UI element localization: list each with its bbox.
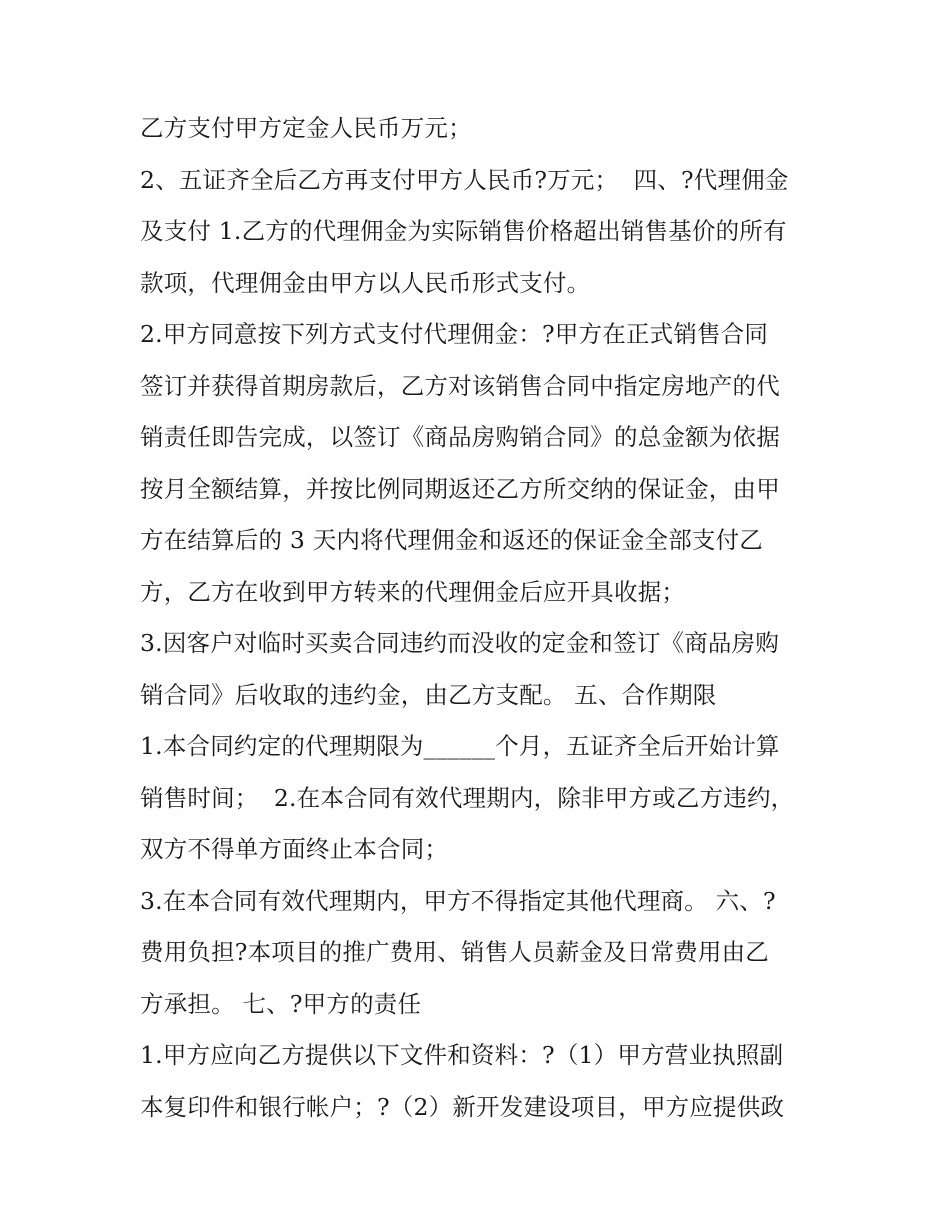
text-line: 方承担。 七、?甲方的责任	[140, 989, 422, 1018]
text-line: 方在结算后的 3 天内将代理佣金和返还的保证金全部支付乙	[140, 526, 763, 554]
text-line: 销售时间； 2.在本合同有效代理期内，除非甲方或乙方违约，	[140, 783, 795, 812]
text-line: 乙方支付甲方定金人民币万元；	[140, 114, 472, 142]
text-line: 销合同》后收取的违约金，由乙方支配。 五、合作期限	[140, 680, 717, 709]
text-line: 销责任即告完成，以签订《商品房购销合同》的总金额为依据	[140, 423, 780, 451]
text-line: 款项，代理佣金由甲方以人民币形式支付。	[140, 268, 591, 297]
document-body	[140, 103, 820, 1133]
text-line: 1.本合同约定的代理期限为______个月，五证齐全后开始计算	[140, 732, 780, 760]
text-line: 签订并获得首期房款后，乙方对该销售合同中指定房地产的代	[140, 371, 780, 400]
text-line: 双方不得单方面终止本合同；	[140, 835, 449, 863]
text-line: 按月全额结算，并按比例同期返还乙方所交纳的保证金，由甲	[140, 474, 780, 503]
text-line: 及支付 1.乙方的代理佣金为实际销售价格超出销售基价的所有	[140, 217, 787, 245]
text-line: 1.甲方应向乙方提供以下文件和资料：?（1）甲方营业执照副	[140, 1041, 784, 1069]
text-line: 2、五证齐全后乙方再支付甲方人民币?万元； 四、?代理佣金	[140, 165, 789, 194]
text-line: 费用负担?本项目的推广费用、销售人员薪金及日常费用由乙	[140, 938, 769, 966]
text-line: 3.因客户对临时买卖合同违约而没收的定金和签订《商品房购	[140, 629, 780, 657]
text-line: 3.在本合同有效代理期内，甲方不得指定其他代理商。 六、?	[140, 886, 776, 915]
text-line: 方，乙方在收到甲方转来的代理佣金后应开具收据；	[140, 577, 686, 606]
text-line: 2.甲方同意按下列方式支付代理佣金：?甲方在正式销售合同	[140, 320, 769, 348]
text-line: 本复印件和银行帐户；?（2）新开发建设项目，甲方应提供政	[140, 1092, 785, 1121]
